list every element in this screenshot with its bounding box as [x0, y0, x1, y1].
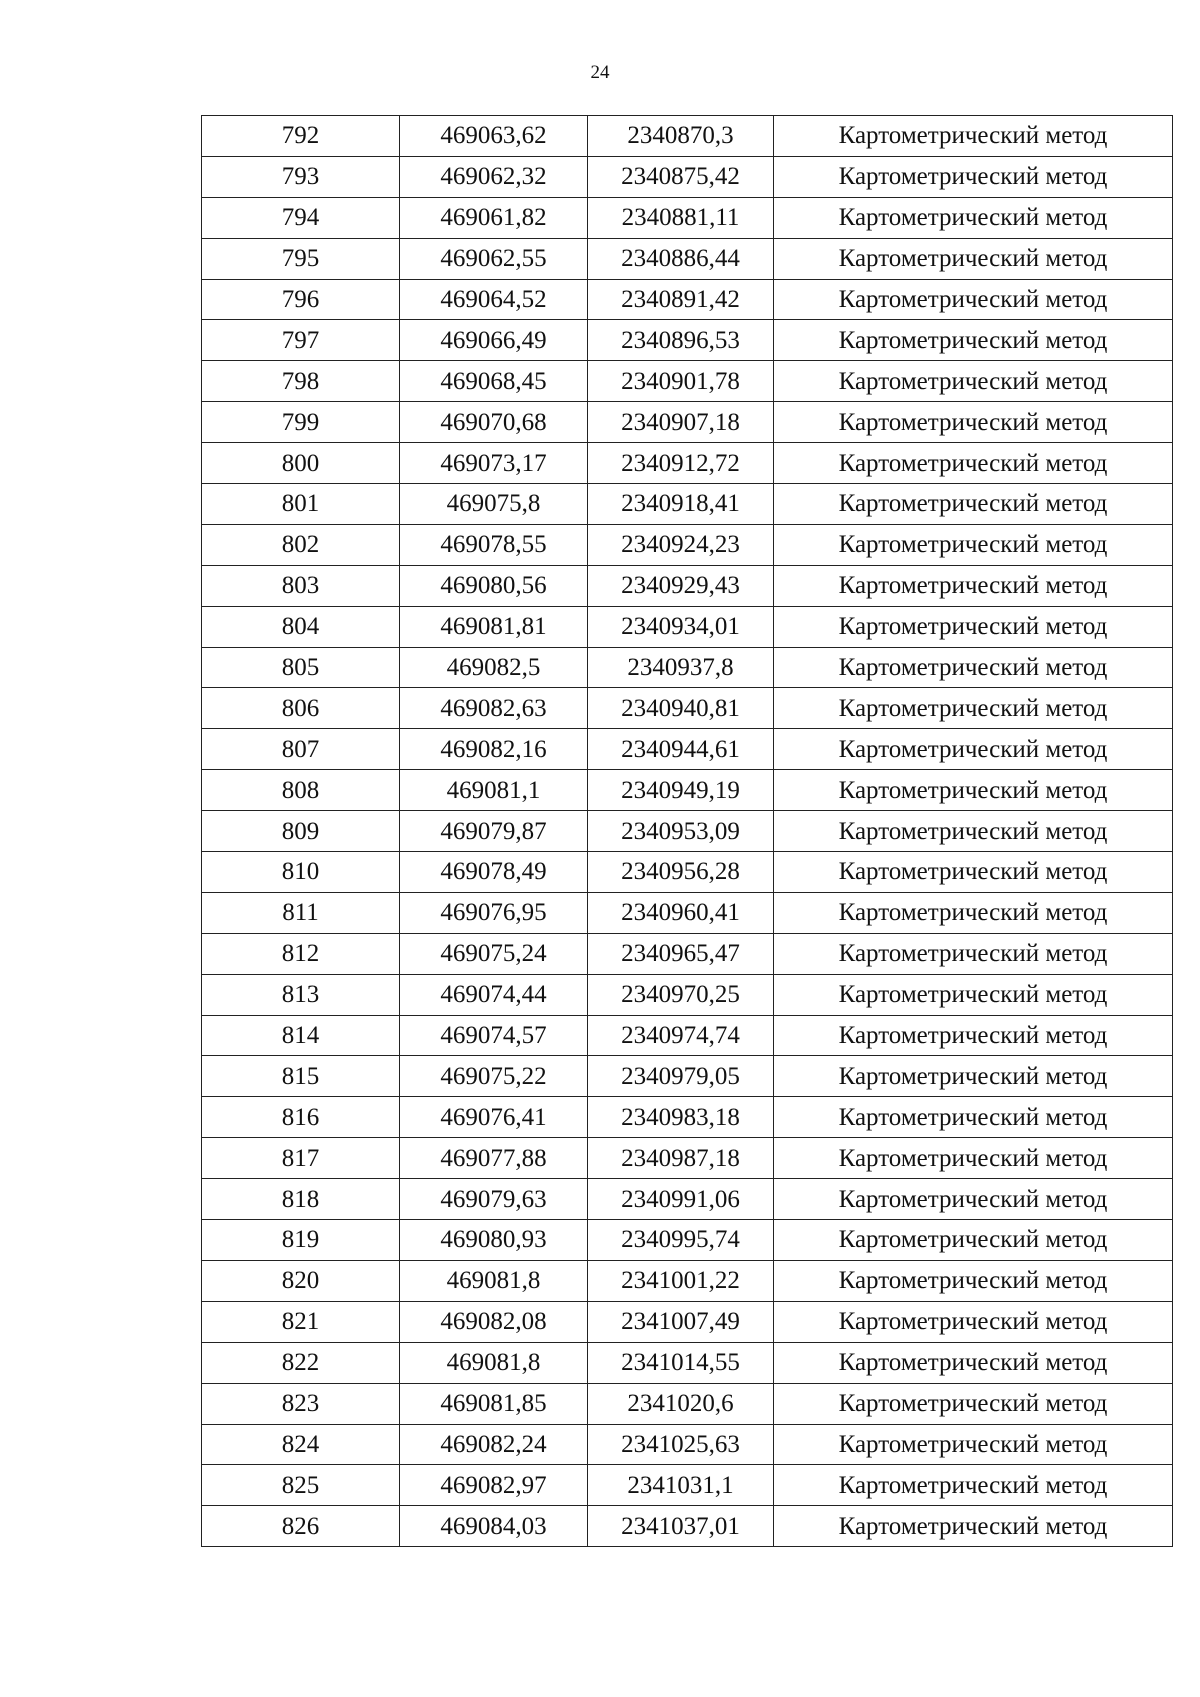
table-row [202, 688, 1173, 729]
x-coordinate-cell: 469084,03 [400, 1506, 588, 1547]
table-row [202, 1220, 1173, 1261]
x-coordinate-cell: 469080,56 [400, 565, 588, 606]
y-coordinate-cell: 2341014,55 [588, 1342, 774, 1383]
x-coordinate-cell: 469062,32 [400, 156, 588, 197]
x-coordinate-cell: 469079,63 [400, 1179, 588, 1220]
y-coordinate-cell: 2340953,09 [588, 811, 774, 852]
y-coordinate-cell: 2340940,81 [588, 688, 774, 729]
y-coordinate-cell: 2340970,25 [588, 974, 774, 1015]
y-coordinate-cell: 2340944,61 [588, 729, 774, 770]
point-number-cell: 793 [202, 156, 400, 197]
method-cell: Картометрический метод [774, 933, 1173, 974]
point-number-cell: 819 [202, 1220, 400, 1261]
method-cell: Картометрический метод [774, 1179, 1173, 1220]
x-coordinate-cell: 469075,8 [400, 484, 588, 525]
table-row [202, 524, 1173, 565]
table-row [202, 1342, 1173, 1383]
x-coordinate-cell: 469078,55 [400, 524, 588, 565]
table-row [202, 1056, 1173, 1097]
x-coordinate-cell: 469078,49 [400, 852, 588, 893]
y-coordinate-cell: 2340875,42 [588, 156, 774, 197]
table-row [202, 974, 1173, 1015]
method-cell: Картометрический метод [774, 279, 1173, 320]
table-row [202, 852, 1173, 893]
y-coordinate-cell: 2340934,01 [588, 606, 774, 647]
table-row [202, 1383, 1173, 1424]
method-cell: Картометрический метод [774, 688, 1173, 729]
point-number-cell: 826 [202, 1506, 400, 1547]
x-coordinate-cell: 469076,41 [400, 1097, 588, 1138]
x-coordinate-cell: 469073,17 [400, 443, 588, 484]
table-row [202, 892, 1173, 933]
table-row [202, 197, 1173, 238]
method-cell: Картометрический метод [774, 361, 1173, 402]
x-coordinate-cell: 469081,81 [400, 606, 588, 647]
y-coordinate-cell: 2341020,6 [588, 1383, 774, 1424]
point-number-cell: 818 [202, 1179, 400, 1220]
y-coordinate-cell: 2341007,49 [588, 1301, 774, 1342]
table-row [202, 1015, 1173, 1056]
y-coordinate-cell: 2340918,41 [588, 484, 774, 525]
point-number-cell: 812 [202, 933, 400, 974]
y-coordinate-cell: 2340870,3 [588, 116, 774, 157]
point-number-cell: 813 [202, 974, 400, 1015]
table-row [202, 1506, 1173, 1547]
method-cell: Картометрический метод [774, 484, 1173, 525]
y-coordinate-cell: 2340960,41 [588, 892, 774, 933]
method-cell: Картометрический метод [774, 1260, 1173, 1301]
x-coordinate-cell: 469061,82 [400, 197, 588, 238]
point-number-cell: 801 [202, 484, 400, 525]
method-cell: Картометрический метод [774, 729, 1173, 770]
method-cell: Картометрический метод [774, 320, 1173, 361]
point-number-cell: 796 [202, 279, 400, 320]
point-number-cell: 805 [202, 647, 400, 688]
method-cell: Картометрический метод [774, 156, 1173, 197]
x-coordinate-cell: 469074,57 [400, 1015, 588, 1056]
method-cell: Картометрический метод [774, 770, 1173, 811]
method-cell: Картометрический метод [774, 1015, 1173, 1056]
y-coordinate-cell: 2341025,63 [588, 1424, 774, 1465]
table-row [202, 402, 1173, 443]
x-coordinate-cell: 469082,16 [400, 729, 588, 770]
point-number-cell: 797 [202, 320, 400, 361]
y-coordinate-cell: 2340891,42 [588, 279, 774, 320]
table-row [202, 320, 1173, 361]
point-number-cell: 803 [202, 565, 400, 606]
method-cell: Картометрический метод [774, 1138, 1173, 1179]
method-cell: Картометрический метод [774, 974, 1173, 1015]
x-coordinate-cell: 469070,68 [400, 402, 588, 443]
method-cell: Картометрический метод [774, 1465, 1173, 1506]
point-number-cell: 798 [202, 361, 400, 402]
table-row [202, 1138, 1173, 1179]
x-coordinate-cell: 469063,62 [400, 116, 588, 157]
table-row [202, 484, 1173, 525]
point-number-cell: 800 [202, 443, 400, 484]
x-coordinate-cell: 469082,08 [400, 1301, 588, 1342]
y-coordinate-cell: 2340929,43 [588, 565, 774, 606]
point-number-cell: 807 [202, 729, 400, 770]
point-number-cell: 822 [202, 1342, 400, 1383]
table-row [202, 933, 1173, 974]
x-coordinate-cell: 469075,24 [400, 933, 588, 974]
x-coordinate-cell: 469074,44 [400, 974, 588, 1015]
x-coordinate-cell: 469068,45 [400, 361, 588, 402]
method-cell: Картометрический метод [774, 1342, 1173, 1383]
point-number-cell: 809 [202, 811, 400, 852]
table-row [202, 279, 1173, 320]
point-number-cell: 794 [202, 197, 400, 238]
y-coordinate-cell: 2340881,11 [588, 197, 774, 238]
x-coordinate-cell: 469082,5 [400, 647, 588, 688]
method-cell: Картометрический метод [774, 1301, 1173, 1342]
point-number-cell: 816 [202, 1097, 400, 1138]
method-cell: Картометрический метод [774, 852, 1173, 893]
method-cell: Картометрический метод [774, 197, 1173, 238]
y-coordinate-cell: 2340924,23 [588, 524, 774, 565]
point-number-cell: 804 [202, 606, 400, 647]
point-number-cell: 799 [202, 402, 400, 443]
y-coordinate-cell: 2340956,28 [588, 852, 774, 893]
table-row [202, 1179, 1173, 1220]
coordinates-table [201, 115, 1173, 1547]
method-cell: Картометрический метод [774, 565, 1173, 606]
point-number-cell: 814 [202, 1015, 400, 1056]
y-coordinate-cell: 2340979,05 [588, 1056, 774, 1097]
table-row [202, 606, 1173, 647]
x-coordinate-cell: 469081,85 [400, 1383, 588, 1424]
method-cell: Картометрический метод [774, 647, 1173, 688]
table-row [202, 1260, 1173, 1301]
table-row [202, 1465, 1173, 1506]
x-coordinate-cell: 469066,49 [400, 320, 588, 361]
y-coordinate-cell: 2340937,8 [588, 647, 774, 688]
page-number: 24 [590, 62, 610, 83]
y-coordinate-cell: 2340991,06 [588, 1179, 774, 1220]
x-coordinate-cell: 469062,55 [400, 238, 588, 279]
x-coordinate-cell: 469064,52 [400, 279, 588, 320]
x-coordinate-cell: 469079,87 [400, 811, 588, 852]
point-number-cell: 795 [202, 238, 400, 279]
table-row [202, 647, 1173, 688]
point-number-cell: 817 [202, 1138, 400, 1179]
x-coordinate-cell: 469077,88 [400, 1138, 588, 1179]
method-cell: Картометрический метод [774, 1506, 1173, 1547]
method-cell: Картометрический метод [774, 811, 1173, 852]
method-cell: Картометрический метод [774, 443, 1173, 484]
x-coordinate-cell: 469081,8 [400, 1342, 588, 1383]
table-row [202, 811, 1173, 852]
table-row [202, 565, 1173, 606]
y-coordinate-cell: 2341001,22 [588, 1260, 774, 1301]
table-row [202, 1301, 1173, 1342]
point-number-cell: 825 [202, 1465, 400, 1506]
method-cell: Картометрический метод [774, 1383, 1173, 1424]
y-coordinate-cell: 2340901,78 [588, 361, 774, 402]
x-coordinate-cell: 469082,63 [400, 688, 588, 729]
table-row [202, 1097, 1173, 1138]
y-coordinate-cell: 2341037,01 [588, 1506, 774, 1547]
table-row [202, 156, 1173, 197]
point-number-cell: 821 [202, 1301, 400, 1342]
table-row [202, 116, 1173, 157]
x-coordinate-cell: 469075,22 [400, 1056, 588, 1097]
y-coordinate-cell: 2340995,74 [588, 1220, 774, 1261]
table-row [202, 770, 1173, 811]
y-coordinate-cell: 2340949,19 [588, 770, 774, 811]
y-coordinate-cell: 2340896,53 [588, 320, 774, 361]
point-number-cell: 792 [202, 116, 400, 157]
method-cell: Картометрический метод [774, 606, 1173, 647]
table-row [202, 361, 1173, 402]
y-coordinate-cell: 2340974,74 [588, 1015, 774, 1056]
table-row [202, 443, 1173, 484]
method-cell: Картометрический метод [774, 1097, 1173, 1138]
y-coordinate-cell: 2340987,18 [588, 1138, 774, 1179]
y-coordinate-cell: 2340907,18 [588, 402, 774, 443]
method-cell: Картометрический метод [774, 892, 1173, 933]
method-cell: Картометрический метод [774, 1424, 1173, 1465]
y-coordinate-cell: 2340912,72 [588, 443, 774, 484]
point-number-cell: 806 [202, 688, 400, 729]
table-row [202, 729, 1173, 770]
x-coordinate-cell: 469082,97 [400, 1465, 588, 1506]
table-row [202, 238, 1173, 279]
method-cell: Картометрический метод [774, 238, 1173, 279]
method-cell: Картометрический метод [774, 116, 1173, 157]
x-coordinate-cell: 469081,8 [400, 1260, 588, 1301]
point-number-cell: 815 [202, 1056, 400, 1097]
table-body [202, 116, 1173, 1547]
y-coordinate-cell: 2340983,18 [588, 1097, 774, 1138]
point-number-cell: 820 [202, 1260, 400, 1301]
x-coordinate-cell: 469081,1 [400, 770, 588, 811]
point-number-cell: 811 [202, 892, 400, 933]
point-number-cell: 802 [202, 524, 400, 565]
y-coordinate-cell: 2340886,44 [588, 238, 774, 279]
y-coordinate-cell: 2340965,47 [588, 933, 774, 974]
y-coordinate-cell: 2341031,1 [588, 1465, 774, 1506]
method-cell: Картометрический метод [774, 1220, 1173, 1261]
method-cell: Картометрический метод [774, 524, 1173, 565]
point-number-cell: 824 [202, 1424, 400, 1465]
point-number-cell: 823 [202, 1383, 400, 1424]
point-number-cell: 808 [202, 770, 400, 811]
method-cell: Картометрический метод [774, 1056, 1173, 1097]
table-row [202, 1424, 1173, 1465]
x-coordinate-cell: 469080,93 [400, 1220, 588, 1261]
point-number-cell: 810 [202, 852, 400, 893]
x-coordinate-cell: 469082,24 [400, 1424, 588, 1465]
x-coordinate-cell: 469076,95 [400, 892, 588, 933]
method-cell: Картометрический метод [774, 402, 1173, 443]
